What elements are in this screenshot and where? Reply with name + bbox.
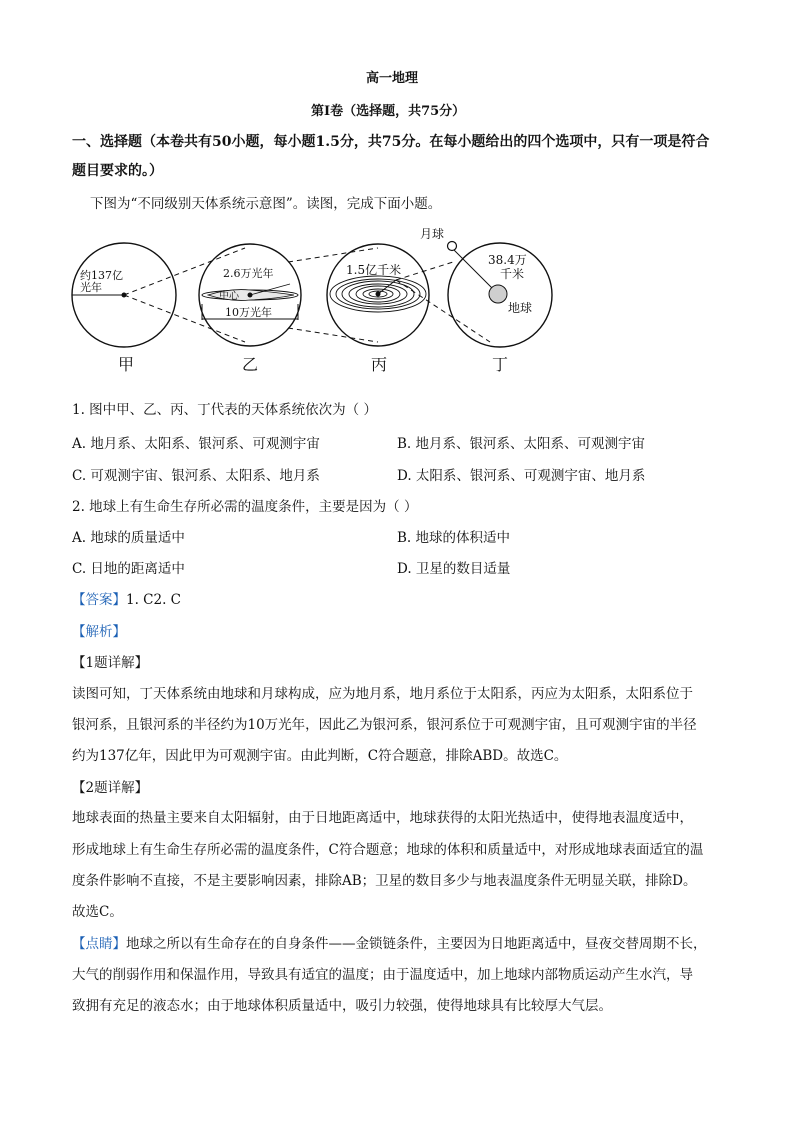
- q1-option-a[interactable]: A. 地月系、太阳系、银河系、可观测宇宙: [72, 436, 320, 452]
- detail-2-line3: 度条件影响不直接，不是主要影响因素，排除AB；卫星的数目多少与地表温度条件无明显关联，排除D。: [72, 873, 697, 889]
- q1-option-b[interactable]: B. 地月系、银河系、太阳系、可观测宇宙: [397, 436, 646, 452]
- detail-2-line1: 地球表面的热量主要来自太阳辐射，由于日地距离适中，地球获得的太阳光热适中，使得地表温度适中，: [72, 810, 693, 826]
- celestial-systems-figure: [60, 222, 560, 374]
- q2-option-b[interactable]: B. 地球的体积适中: [397, 530, 511, 546]
- detail-1-tag: 【1题详解】: [72, 655, 149, 671]
- bing-label: 丙: [371, 355, 388, 374]
- jia-radius-label-1: 约137亿: [80, 269, 123, 282]
- comment-tag: 【点睛】: [72, 936, 126, 952]
- detail-1-line3: 约为137亿年，因此甲为可观测宇宙。由此判断，C符合题意，排除ABD。故选C。: [72, 748, 568, 764]
- page-title: 高一地理: [366, 71, 419, 86]
- yi-label: 乙: [242, 355, 259, 374]
- ding-earth-label: 地球: [508, 301, 533, 315]
- yi-bottom-label: 10万光年: [225, 306, 272, 319]
- detail-1-line2: 银河系，且银河系的半径约为10万光年，因此乙为银河系，银河系位于可观测宇宙，且可观测宇宙的半径: [72, 717, 697, 733]
- detail-1-line1: 读图可知，丁天体系统由地球和月球构成，应为地月系，地月系位于太阳系，丙应为太阳系，太阳系位于: [72, 686, 693, 702]
- comment-line3: 致拥有充足的液态水；由于地球体积质量适中，吸引力较强，使得地球具有比较厚大气层。: [72, 998, 612, 1014]
- ding-moon-label: 月球: [420, 227, 445, 241]
- detail-2-line2: 形成地球上有生命生存所必需的温度条件，C符合题意；地球的体积和质量适中，对形成地球表面适宜的温: [72, 842, 704, 858]
- volume-title: 第Ⅰ卷（选择题，共75分）: [311, 104, 466, 119]
- figure-bing: [327, 244, 429, 374]
- detail-2-tag: 【2题详解】: [72, 780, 149, 796]
- intro-text: 下图为“不同级别天体系统示意图”。读图，完成下面小题。: [90, 196, 442, 212]
- jia-radius-label-2: 光年: [80, 281, 102, 294]
- ding-dist-label-1: 38.4万: [488, 253, 527, 267]
- q1-option-d[interactable]: D. 太阳系、银河系、可观测宇宙、地月系: [397, 468, 646, 484]
- section-heading-line2: 题目要求的。）: [72, 163, 163, 179]
- ding-label: 丁: [492, 355, 509, 374]
- q1-option-c[interactable]: C. 可观测宇宙、银河系、太阳系、地月系: [72, 468, 320, 484]
- q2-stem: 2. 地球上有生命生存所必需的温度条件，主要是因为（ ）: [72, 499, 418, 515]
- figure-yi: [199, 244, 301, 374]
- q2-option-a[interactable]: A. 地球的质量适中: [72, 530, 185, 546]
- answer-text: 1. C2. C: [126, 592, 182, 608]
- q2-option-c[interactable]: C. 日地的距离适中: [72, 561, 185, 577]
- section-heading-line1: 一、选择题（本卷共有50小题，每小题1.5分，共75分。在每小题给出的四个选项中，只有一项是符合: [72, 134, 710, 150]
- figure-ding: [420, 226, 552, 374]
- bing-top-label: 1.5亿千米: [346, 263, 402, 277]
- jia-label: 甲: [118, 355, 135, 374]
- comment-text-1: 地球之所以有生命存在的自身条件——金锁链条件，主要因为日地距离适中，昼夜交替周期不长，: [126, 936, 707, 952]
- q1-stem: 1. 图中甲、乙、丙、丁代表的天体系统依次为（ ）: [72, 402, 377, 418]
- comment-line1: [72, 932, 707, 952]
- detail-2-line4: 故选C。: [72, 904, 123, 920]
- yi-center-label: 中心: [219, 291, 239, 302]
- yi-top-label: 2.6万光年: [223, 267, 274, 280]
- comment-line2: 大气的削弱作用和保温作用，导致具有适宜的温度；由于温度适中，加上地球内部物质运动产生水汽，导: [72, 967, 693, 983]
- answer-tag: 【答案】: [72, 592, 126, 608]
- ding-dist-label-2: 千米: [500, 267, 525, 281]
- analysis-tag: 【解析】: [72, 624, 126, 640]
- answer-line: [72, 588, 181, 608]
- q2-option-d[interactable]: D. 卫星的数目适量: [397, 561, 511, 577]
- figure-jia: [72, 243, 176, 374]
